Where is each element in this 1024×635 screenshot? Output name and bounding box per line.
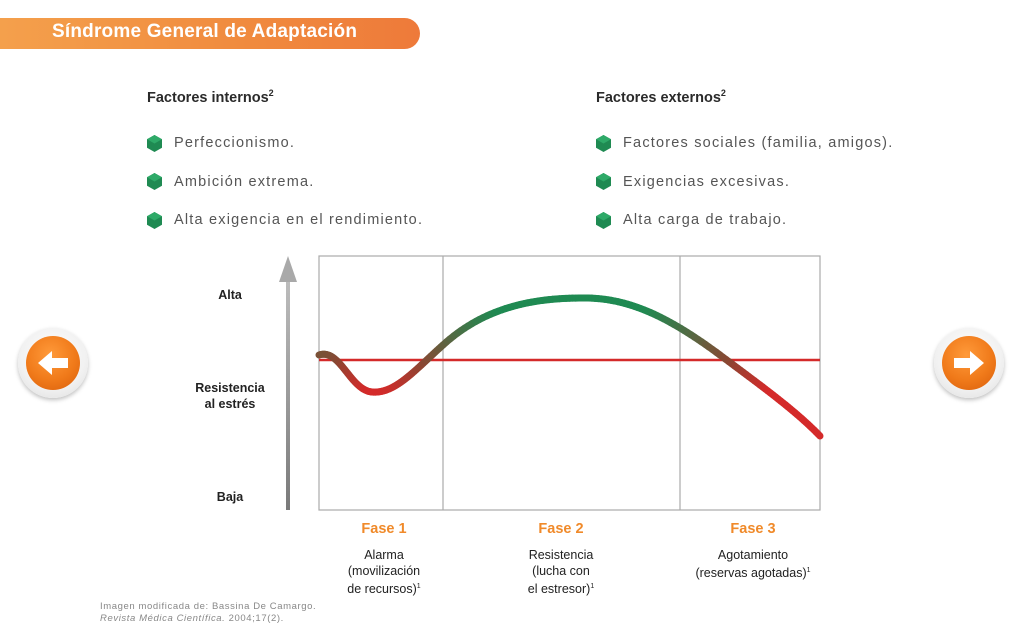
list-item: Perfeccionismo.	[147, 124, 423, 163]
list-item: Ambición extrema.	[147, 163, 423, 202]
list-item: Factores sociales (familia, amigos).	[596, 124, 893, 163]
list-item: Alta exigencia en el rendimiento.	[147, 201, 423, 240]
stress-response-curve	[319, 298, 820, 436]
phase-1-description: Alarma (movilización de recursos)$^1$	[347, 548, 421, 597]
y-label-high: Alta	[218, 288, 242, 302]
external-factors-heading: Factores externos$^2$	[596, 88, 726, 106]
phase-3-description: Agotamiento (reservas agotadas)$^1$	[695, 548, 811, 581]
y-label-low: Baja	[216, 490, 244, 504]
list-item: Alta carga de trabajo.	[596, 201, 893, 240]
phase-2-description: Resistencia (lucha con el estresor)$^1$	[527, 548, 595, 597]
y-label-resistance: Resistencia al estrés	[195, 381, 265, 411]
image-credit-footnote: Imagen modificada de: Bassina De Camargo. Revista Médica Científica. 2004;17(2).	[100, 601, 317, 624]
curve-segment	[818, 434, 820, 436]
phase-1-title: Fase 1	[361, 521, 407, 537]
list-item: Exigencias excesivas.	[596, 163, 893, 202]
y-axis-arrowhead	[279, 256, 297, 282]
phase-2-title: Fase 2	[538, 521, 584, 537]
phase-3-title: Fase 3	[730, 521, 776, 537]
y-axis-shaft	[286, 278, 290, 510]
page-title: Síndrome General de Adaptación	[52, 21, 358, 42]
internal-factors-heading: Factores internos$^2$	[147, 88, 274, 106]
